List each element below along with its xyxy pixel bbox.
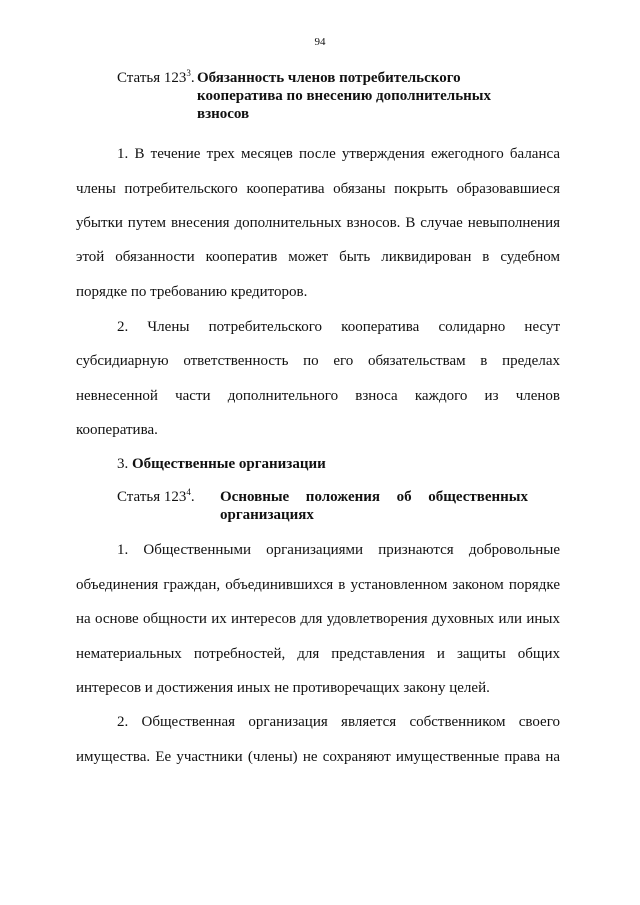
paragraph-line: этой обязанности кооператив может быть ликвидирован в судебном xyxy=(76,249,560,265)
article-label-dot: . xyxy=(190,489,195,505)
article-title-line: Основные положения об общественных xyxy=(220,489,528,505)
paragraph-line: 1. Общественными организациями признаются добровольные xyxy=(117,542,560,558)
paragraph-line: невнесенной части дополнительного взноса каждого из членов xyxy=(76,388,560,404)
paragraph-line: субсидиарную ответственность по его обязательствам в пределах xyxy=(76,353,560,369)
paragraph-line: кооператива. xyxy=(76,422,158,438)
article-label xyxy=(117,489,195,506)
paragraph-line: на основе общности их интересов для удовлетворения духовных или иных xyxy=(76,611,560,627)
article-label-dot: . xyxy=(190,70,195,86)
paragraph-line: 2. Члены потребительского кооператива солидарно несут xyxy=(117,319,560,335)
paragraph-line: имущества. Ее участники (члены) не сохраняют имущественные права на xyxy=(76,749,560,765)
section-number: 3. xyxy=(117,456,129,472)
article-label-superscript: 4 xyxy=(186,487,191,497)
paragraph-line: интересов и достижения иных не противоречащих закону целей. xyxy=(76,680,490,696)
paragraph-line: нематериальных потребностей, для представления и защиты общих xyxy=(76,646,560,662)
article-title-line: Обязанность членов потребительского xyxy=(197,70,461,86)
paragraph-line: объединения граждан, объединившихся в установленном законом порядке xyxy=(76,577,560,593)
section-title: Общественные организации xyxy=(132,456,326,472)
article-title-line: взносов xyxy=(197,106,250,122)
article-title-line: кооператива по внесению дополнительных xyxy=(197,88,491,104)
section-heading xyxy=(117,455,326,473)
paragraph-line: 1. В течение трех месяцев после утверждения ежегодного баланса xyxy=(117,146,560,162)
article-label-number: Статья 123 xyxy=(117,489,187,505)
article-label-number: Статья 123 xyxy=(117,70,187,86)
paragraph-line: порядке по требованию кредиторов. xyxy=(76,284,308,300)
page-number: 94 xyxy=(314,36,326,48)
article-label xyxy=(117,70,195,87)
paragraph-line: убытки путем внесения дополнительных взносов. В случае невыполнения xyxy=(76,215,560,231)
article-title-line: организациях xyxy=(220,507,314,523)
article-label-superscript: 3 xyxy=(186,68,191,78)
paragraph-line: члены потребительского кооператива обязаны покрыть образовавшиеся xyxy=(76,181,560,197)
paragraph-line: 2. Общественная организация является собственником своего xyxy=(117,714,560,730)
